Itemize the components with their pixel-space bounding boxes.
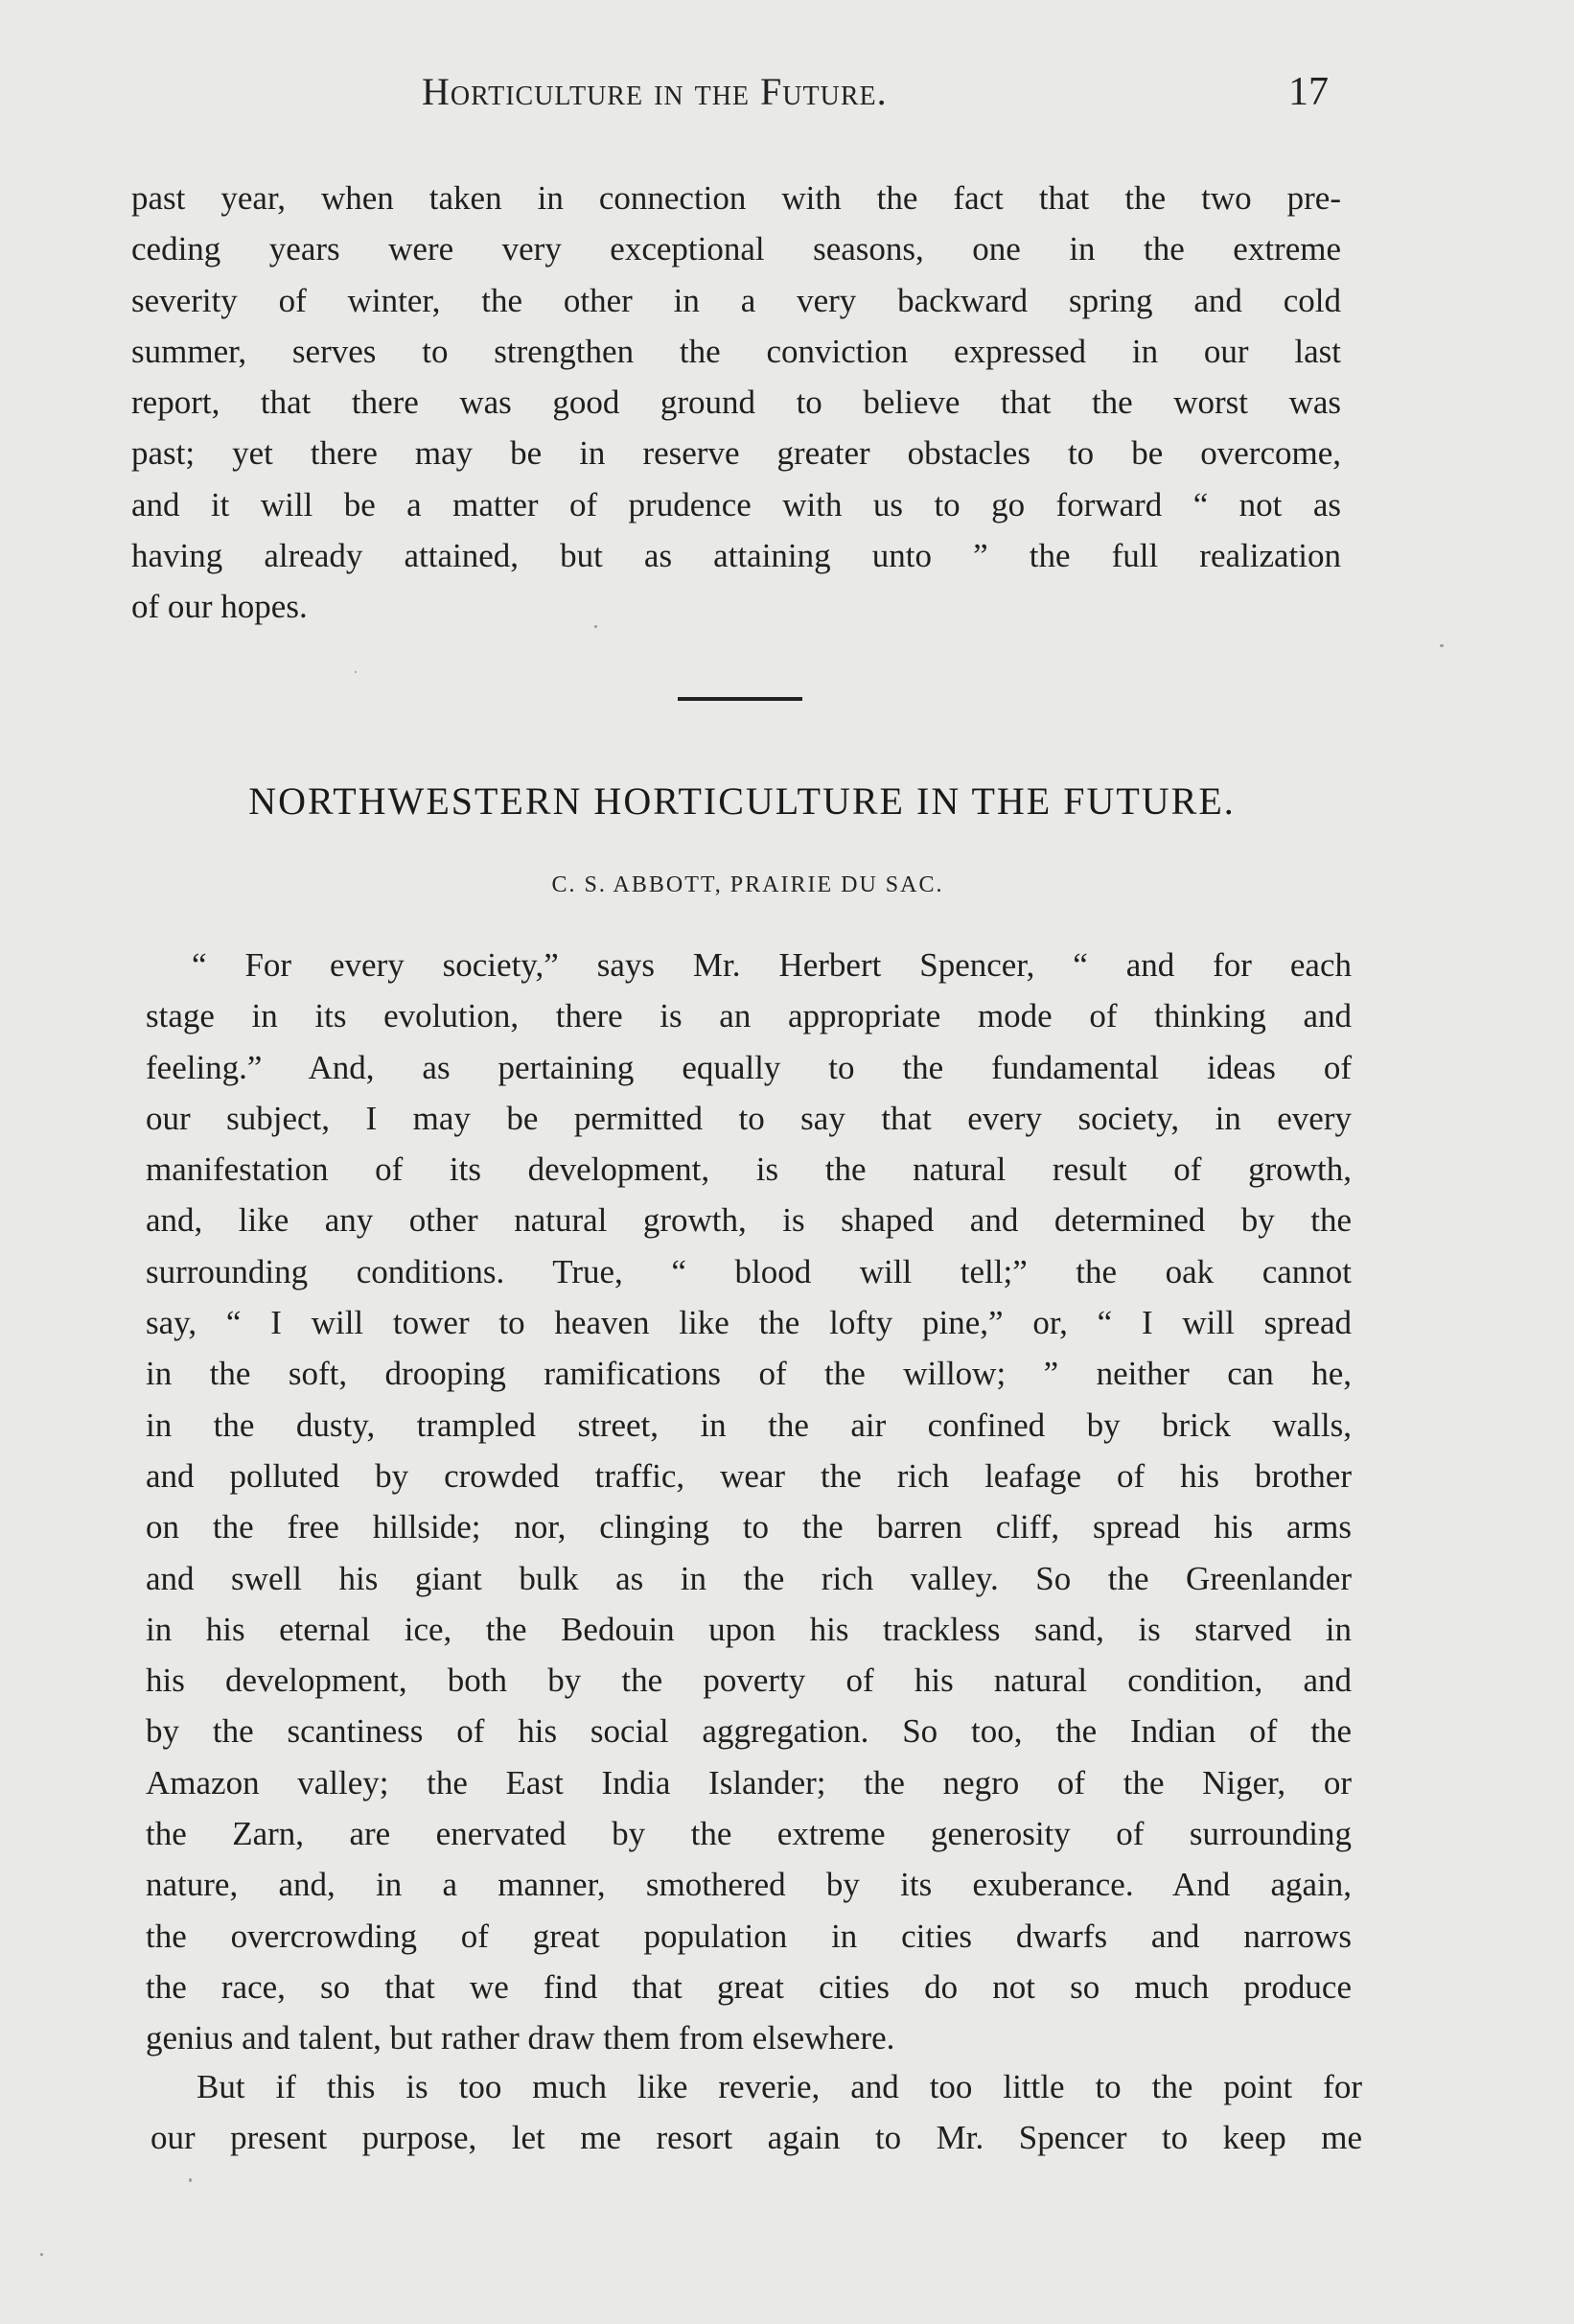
text-line: and polluted by crowded traffic, wear the rich leafage of his brother (146, 1456, 1352, 1495)
text-line: and, like any other natural growth, is shaped and determined by the (146, 1201, 1352, 1240)
text-line: But if this is too much like reverie, and too little to the point for (197, 2068, 1362, 2105)
page-number: 17 (1288, 70, 1329, 114)
text-line: “ For every society,” says Mr. Herbert Spencer, “ and for each (192, 946, 1352, 984)
text-line: and it will be a matter of prudence with us to go forward “ not as (131, 485, 1341, 523)
text-line: of our hopes. (131, 588, 308, 626)
continued-paragraph (131, 173, 1341, 633)
text-line: past year, when taken in connection with the fact that the two pre- (131, 179, 1341, 217)
text-line: report, that there was good ground to believe that the worst was (131, 383, 1341, 422)
text-line: say, “ I will tower to heaven like the lofty pine,” or, “ I will spread (146, 1304, 1352, 1342)
text-line: ceding years were very exceptional seasons, one in the extreme (131, 230, 1341, 268)
text-line: in his eternal ice, the Bedouin upon his trackless sand, is starved in (146, 1610, 1352, 1648)
text-line: by the scantiness of his social aggregation. So too, the Indian of the (146, 1712, 1352, 1751)
text-line: severity of winter, the other in a very backward spring and cold (131, 281, 1341, 319)
paper-speck (355, 671, 357, 673)
text-line: the race, so that we find that great cities do not so much produce (146, 1967, 1352, 2006)
text-line: having already attained, but as attaining unto ” the full realization (131, 537, 1341, 575)
text-line: genius and talent, but rather draw them from elsewhere. (146, 2019, 895, 2057)
article-title: NORTHWESTERN HORTICULTURE IN THE FUTURE. (248, 779, 1236, 823)
text-line: his development, both by the poverty of his natural condition, and (146, 1662, 1352, 1700)
text-line: and swell his giant bulk as in the rich valley. So the Greenlander (146, 1559, 1352, 1597)
text-line: our subject, I may be permitted to say that every society, in every (146, 1099, 1352, 1137)
text-line: on the free hillside; nor, clinging to the barren cliff, spread his arms (146, 1508, 1352, 1546)
text-line: summer, serves to strengthen the conviction expressed in our last (131, 332, 1341, 370)
text-line: surrounding conditions. True, “ blood will tell;” the oak cannot (146, 1252, 1352, 1290)
text-line: Amazon valley; the East India Islander; the negro of the Niger, or (146, 1763, 1352, 1801)
text-line: manifestation of its development, is the natural result of growth, (146, 1150, 1352, 1189)
text-line: in the soft, drooping ramifications of the willow; ” neither can he, (146, 1355, 1352, 1393)
paper-speck (189, 2178, 192, 2182)
text-line: stage in its evolution, there is an appropriate mode of thinking and (146, 997, 1352, 1035)
text-line: feeling.” And, as pertaining equally to the fundamental ideas of (146, 1048, 1352, 1086)
text-line: the Zarn, are enervated by the extreme generosity of surrounding (146, 1815, 1352, 1853)
text-line: in the dusty, trampled street, in the air confined by brick walls, (146, 1406, 1352, 1444)
paper-speck (1440, 644, 1444, 647)
article-paragraph-1 (146, 940, 1352, 2064)
paper-speck (40, 2253, 43, 2256)
text-line: our present purpose, let me resort again to Mr. Spencer to keep me (150, 2119, 1362, 2157)
paper-speck (594, 625, 597, 628)
running-head: Horticulture in the Future. (422, 70, 888, 113)
text-line: nature, and, in a manner, smothered by its exuberance. And again, (146, 1866, 1352, 1904)
article-paragraph-2 (150, 2061, 1362, 2164)
text-line: past; yet there may be in reserve greater obstacles to be overcome, (131, 434, 1341, 473)
section-divider (678, 697, 802, 701)
article-byline: C. S. ABBOTT, PRAIRIE DU SAC. (551, 872, 944, 897)
text-line: the overcrowding of great population in cities dwarfs and narrows (146, 1917, 1352, 1955)
